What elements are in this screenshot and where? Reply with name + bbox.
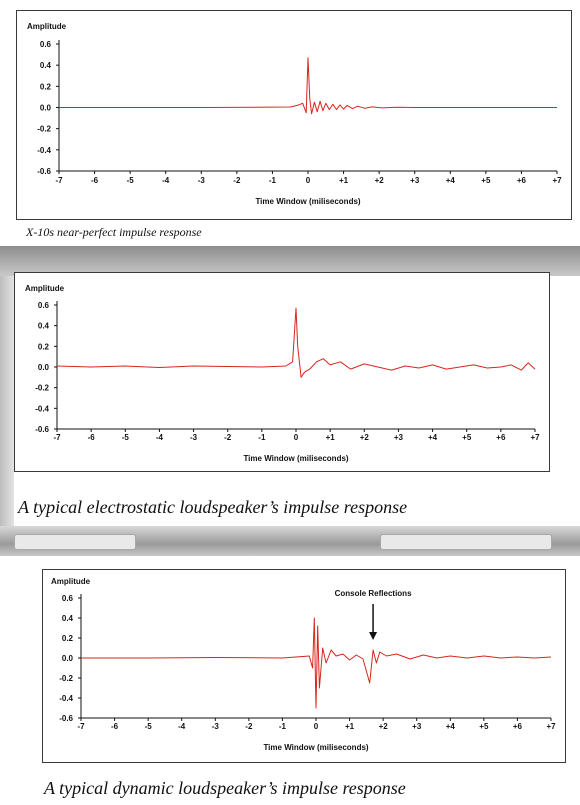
x-tick-label: 0 <box>305 176 311 185</box>
y-tick-label: 0.2 <box>61 634 73 643</box>
chart-panel-dynamic <box>42 569 566 763</box>
x-tick-label: +2 <box>374 176 384 185</box>
y-tick-label: 0.4 <box>39 61 51 71</box>
impulse-chart-electrostatic <box>15 273 551 473</box>
x-tick-label: +1 <box>345 722 355 731</box>
y-tick-label: -0.6 <box>37 167 51 176</box>
y-tick-label: 0.4 <box>61 614 73 623</box>
x-tick-label: +4 <box>445 176 455 185</box>
x-axis-label: Time Window (miliseconds) <box>243 454 349 463</box>
x-tick-label: -1 <box>258 433 266 442</box>
x-tick-label: 0 <box>293 433 299 442</box>
x-tick-label: -7 <box>53 433 61 442</box>
annotation-label: Console Reflections <box>334 589 412 598</box>
x-tick-label: +3 <box>410 176 420 185</box>
x-tick-label: -3 <box>197 176 205 185</box>
y-tick-label: 0.6 <box>39 40 51 49</box>
y-tick-label: -0.2 <box>37 124 51 134</box>
x-tick-label: 0 <box>313 722 319 731</box>
y-tick-label: -0.2 <box>35 383 49 393</box>
x-tick-label: +3 <box>393 433 403 442</box>
y-axis-label: Amplitude <box>27 22 67 31</box>
y-tick-label: 0.0 <box>61 654 73 663</box>
y-axis-label: Amplitude <box>51 577 91 586</box>
toolbar-tab-right[interactable] <box>380 534 552 550</box>
y-tick-label: 0.4 <box>37 321 49 331</box>
x-tick-label: -5 <box>121 433 129 442</box>
x-tick-label: -7 <box>77 722 85 731</box>
toolbar-tab-left[interactable] <box>14 534 136 550</box>
x-tick-label: -6 <box>87 433 95 442</box>
y-tick-label: -0.4 <box>35 404 49 414</box>
x-tick-label: +6 <box>496 433 506 442</box>
x-tick-label: +1 <box>325 433 335 442</box>
y-tick-label: 0.2 <box>39 82 51 92</box>
x-tick-label: +7 <box>530 433 540 442</box>
y-tick-label: 0.0 <box>37 363 49 372</box>
caption-x10: X-10s near-perfect impulse response <box>26 225 202 239</box>
caption-electrostatic: A typical electrostatic loudspeaker’s impulse response <box>18 497 408 517</box>
separator-gap <box>0 556 580 564</box>
x-tick-label: +4 <box>445 722 455 731</box>
annotation-arrow-head <box>369 632 377 640</box>
x-tick-label: -2 <box>245 722 253 731</box>
x-tick-label: -3 <box>190 433 198 442</box>
x-tick-label: +6 <box>516 176 526 185</box>
x-tick-label: -1 <box>278 722 286 731</box>
x-tick-label: -1 <box>268 176 276 185</box>
x-tick-label: -2 <box>233 176 241 185</box>
x-tick-label: -4 <box>178 722 186 731</box>
chart-panel-electrostatic <box>14 272 550 472</box>
x-tick-label: +5 <box>479 722 489 731</box>
impulse-response-line <box>59 58 557 114</box>
y-tick-label: 0.6 <box>37 301 49 310</box>
y-tick-label: -0.6 <box>35 425 49 434</box>
y-tick-label: 0.2 <box>37 342 49 352</box>
x-tick-label: -4 <box>162 176 170 185</box>
x-tick-label: +4 <box>428 433 438 442</box>
x-tick-label: +5 <box>462 433 472 442</box>
impulse-chart-x10 <box>17 11 573 221</box>
x-tick-label: +3 <box>412 722 422 731</box>
x-tick-label: +2 <box>378 722 388 731</box>
x-tick-label: -2 <box>224 433 232 442</box>
y-tick-label: -0.2 <box>59 674 73 683</box>
y-tick-label: 0.6 <box>61 594 73 603</box>
impulse-response-line <box>81 618 551 708</box>
x-tick-label: -6 <box>111 722 119 731</box>
x-tick-label: +2 <box>359 433 369 442</box>
chart-panel-x10 <box>16 10 572 220</box>
impulse-chart-dynamic <box>43 570 567 764</box>
x-tick-label: +7 <box>546 722 556 731</box>
y-axis-label: Amplitude <box>25 284 65 293</box>
impulse-response-line <box>57 308 535 377</box>
x-axis-label: Time Window (miliseconds) <box>263 743 369 752</box>
x-tick-label: +6 <box>512 722 522 731</box>
x-tick-label: -6 <box>91 176 99 185</box>
x-tick-label: -3 <box>211 722 219 731</box>
x-axis-label: Time Window (miliseconds) <box>255 197 361 206</box>
y-tick-label: -0.6 <box>59 714 73 723</box>
y-tick-label: -0.4 <box>59 694 73 703</box>
x-tick-label: -7 <box>55 176 63 185</box>
x-tick-label: +7 <box>552 176 562 185</box>
y-tick-label: -0.4 <box>37 145 51 155</box>
y-tick-label: 0.0 <box>39 103 51 113</box>
x-tick-label: +1 <box>339 176 349 185</box>
caption-dynamic: A typical dynamic loudspeaker’s impulse response <box>44 778 406 798</box>
x-tick-label: +5 <box>481 176 491 185</box>
x-tick-label: -5 <box>126 176 134 185</box>
x-tick-label: -5 <box>144 722 152 731</box>
x-tick-label: -4 <box>155 433 163 442</box>
